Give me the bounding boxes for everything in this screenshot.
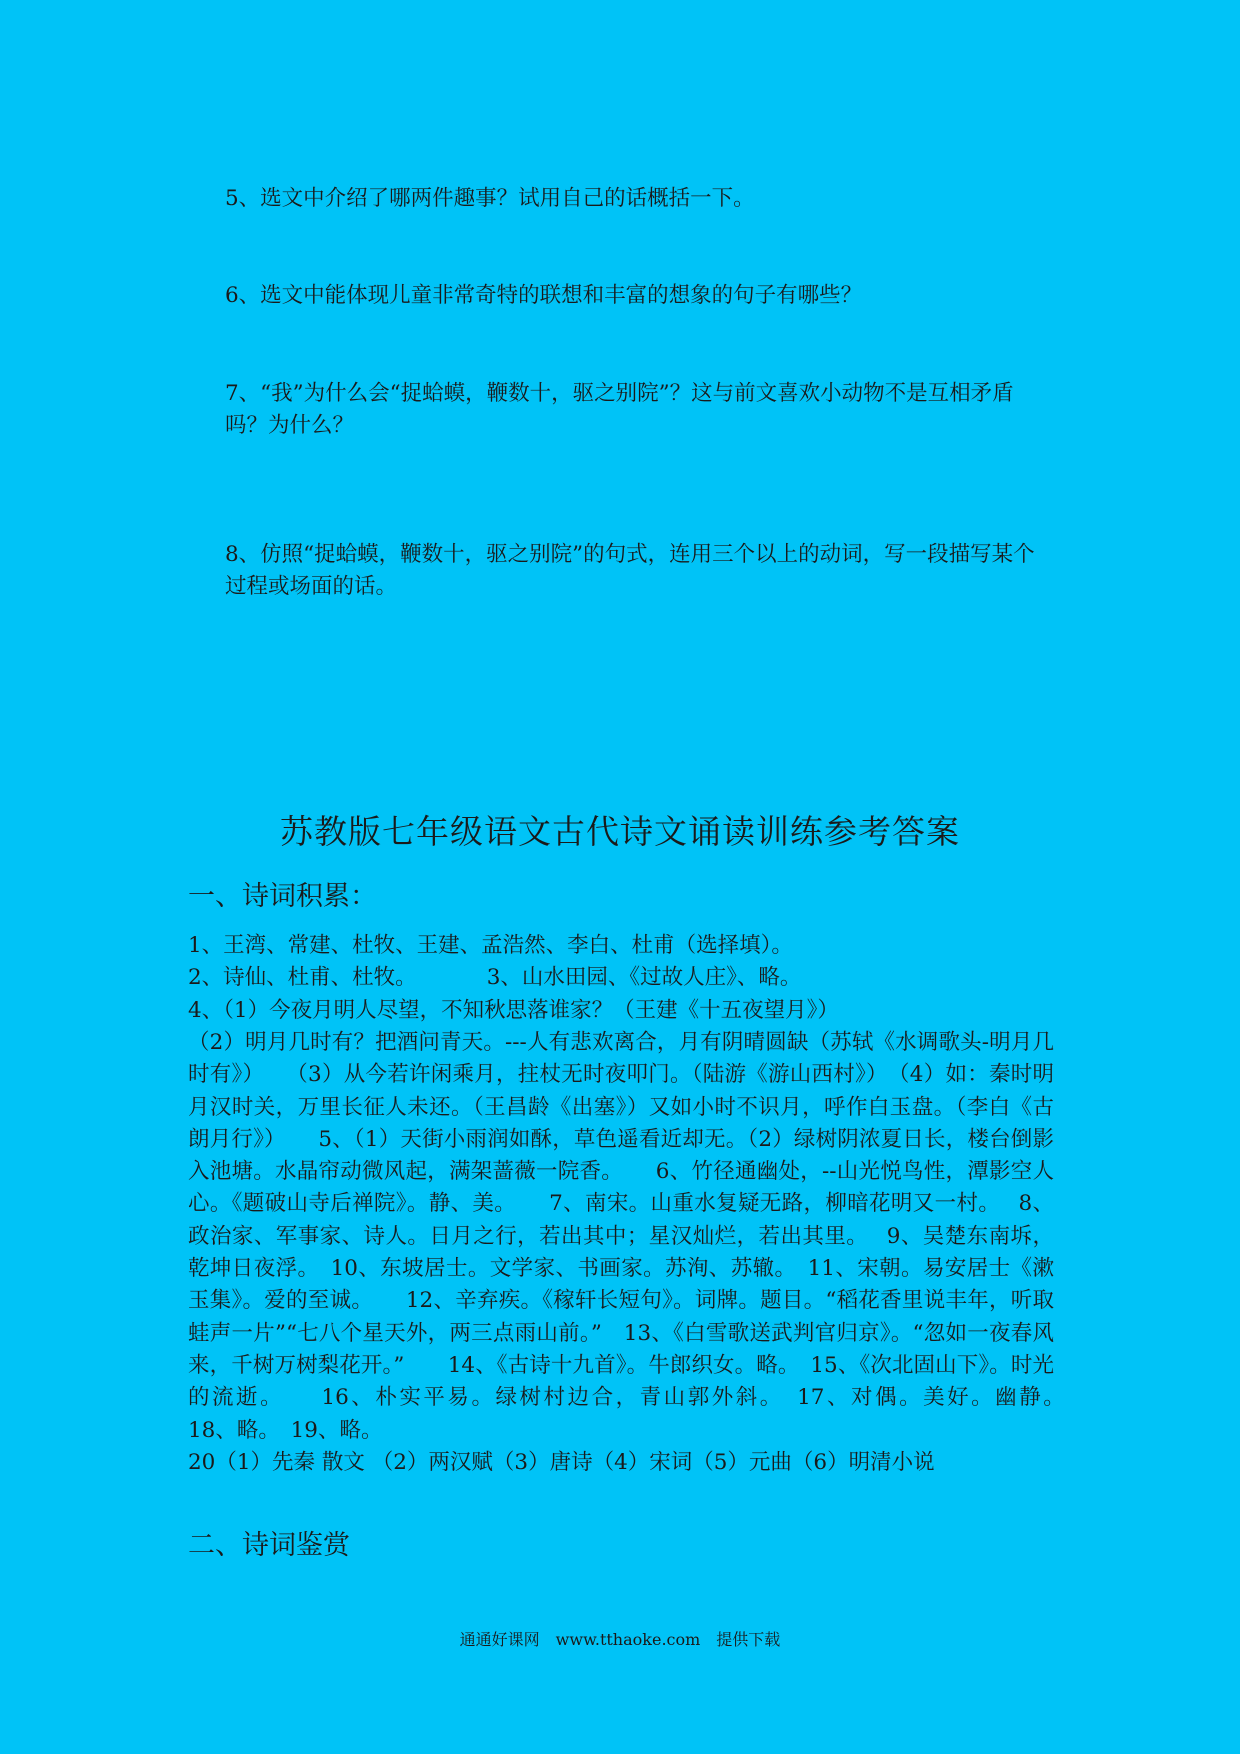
answer-2: 2、诗仙、杜甫、杜牧。 — [188, 965, 417, 990]
answer-line-1: 1、王湾、常建、杜牧、王建、孟浩然、李白、杜甫（选择填）。 — [188, 933, 793, 958]
answer-paragraph — [188, 1027, 1098, 1479]
answer-3: 3、山水田园、《过故人庄》、略。 — [486, 965, 802, 990]
page-footer: 通通好课网 www.tthaoke.com 提供下载 — [459, 1630, 781, 1649]
answer-line-20: 20（1）先秦 散文 （2）两汉赋（3）唐诗（4）宋词（5）元曲（6）明清小说 — [188, 1449, 935, 1475]
question-6: 6、选文中能体现儿童非常奇特的联想和丰富的想象的句子有哪些？ — [225, 283, 863, 308]
answer-key-title: 苏教版七年级语文古代诗文诵读训练参考答案 — [280, 812, 960, 851]
answer-line-4: 4、（1）今夜月明人尽望，不知秋思落谁家？（王建《十五夜望月》） — [188, 998, 839, 1023]
question-7: 7、“我”为什么会“捉蛤蟆，鞭数十，驱之别院”？这与前文喜欢小动物不是互相矛盾吗？为什么？ — [225, 381, 1014, 438]
answer-paragraph-text: （2）明月几时有？把酒问青天。---人有悲欢离合，月有阴晴圆缺（苏轼《水调歌头-明月几时有》） （3）从今若许闲乘月，拄杖无时夜叩门。（陆游《游山西村》） （4）如：秦时明月汉时关，万里长征人未还。（王昌龄《出塞》）又如小时不识月，呼作白玉盘。（李白《古朗月行》） 5、（1）天街小雨润如酥，草色遥看近却无。（2）绿树阴浓夏日长，楼台倒影入池塘。水晶帘动微风起，满架蔷薇一院香。 6、竹径通幽处，--山光悦鸟性，潭影空人心。《题破山寺后禅院》。静、美。 7、南宋。山重水复疑无路，柳暗花明又一村。 8、政治家、军事家、诗人。日月之行，若出其中；星汉灿烂，若出其里。 9、吴楚东南坼，乾坤日夜浮。 10、东坡居士。文学家、书画家。苏洵、苏辙。 11、宋朝。易安居士《漱玉集》。爱的至诚。 12、辛弃疾。《稼轩长短句》。词牌。题目。“稻花香里说丰年，听取蛙声一片”“七八个星天外，两三点雨山前。” 13、《白雪歌送武判官归京》。“忽如一夜春风来，千树万树梨花开。” 14、《古诗十九首》。牛郎织女。略。 15、《次北固山下》。时光的流逝。 16、朴实平易。绿树村边合，青山郭外斜。 17、对偶。美好。幽静。 18、略。 19、略。 — [188, 1030, 1098, 1443]
question-5: 5、选文中介绍了哪两件趣事？试用自己的话概括一下。 — [225, 186, 755, 211]
answer-line-2 — [188, 962, 1054, 994]
section-heading-poetry-accumulation: 一、诗词积累： — [188, 881, 377, 912]
question-8: 8、仿照“捉蛤蟆，鞭数十，驱之别院”的句式，连用三个以上的动词，写一段描写某个过程或场面的话。 — [225, 542, 1035, 599]
section-heading-poetry-appreciation: 二、诗词鉴赏 — [188, 1530, 350, 1561]
